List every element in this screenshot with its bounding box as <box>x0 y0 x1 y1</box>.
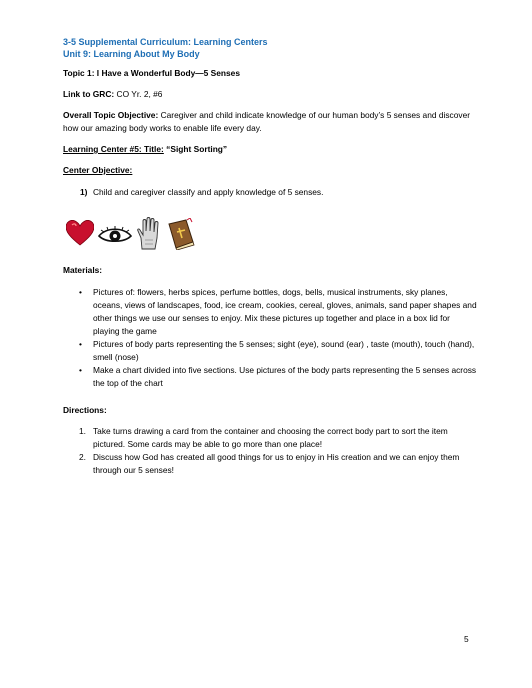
unit-title: Unit 9: Learning About My Body <box>63 49 200 59</box>
page-number: 5 <box>464 634 469 644</box>
list-item-text: Pictures of: flowers, herbs spices, perfume bottles, dogs, bells, musical instruments, sky planes, oceans, views of landscapes, food, ice cream, cookies, cereal, gloves, animals, sand paper shapes and other things we use our senses to enjoy. Mix these pictures up together and place in a box lid for playing the game <box>93 287 477 336</box>
link-to-grc <box>63 88 162 101</box>
list-item-text: Discuss how God has created all good things for us to enjoy in His creation and we can enjoy them through our 5 senses! <box>93 452 460 475</box>
materials-heading: Materials: <box>63 265 103 275</box>
link-value: CO Yr. 2, #6 <box>114 89 163 99</box>
bullet: • <box>79 339 82 349</box>
objective-label: Overall Topic Objective: <box>63 110 159 120</box>
directions-list <box>79 425 478 477</box>
list-item <box>79 364 478 390</box>
directions-heading: Directions: <box>63 405 107 415</box>
learning-center-title <box>63 143 227 156</box>
learning-center-name: “Sight Sorting” <box>163 144 228 154</box>
list-item <box>79 451 478 477</box>
list-item <box>79 286 478 338</box>
step-number: 2. <box>79 452 86 462</box>
eye-icon <box>98 226 132 246</box>
list-item <box>79 425 478 451</box>
bullet: • <box>79 365 82 375</box>
list-item-text: Make a chart divided into five sections. Use pictures of the body parts representing the 5 senses across the top of the chart <box>93 365 477 388</box>
materials-list <box>79 286 478 390</box>
senses-icons <box>66 216 196 252</box>
list-item-text: Pictures of body parts representing the 5 senses; sight (eye), sound (ear) , taste (mouth), touch (hand), smell (nose) <box>93 339 475 362</box>
center-objective-heading: Center Objective: <box>63 165 133 175</box>
hand-icon <box>136 216 162 250</box>
overall-objective <box>63 109 473 135</box>
topic-title: Topic 1: I Have a Wonderful Body—5 Senses <box>63 68 241 78</box>
step-number: 1. <box>79 426 86 436</box>
bullet: • <box>79 287 82 297</box>
objective-text: Caregiver and child indicate knowledge of our human body’s 5 senses and discover how our amazing body works to enable life every day. <box>63 110 471 133</box>
list-item <box>79 338 478 364</box>
bible-icon <box>166 218 196 250</box>
center-objective-number: 1) <box>80 187 88 197</box>
link-label: Link to GRC: <box>63 89 115 99</box>
list-item-text: Take turns drawing a card from the container and choosing the correct body part to sort the item pictured. Some cards may be able to go more than one place! <box>93 426 448 449</box>
curriculum-title: 3-5 Supplemental Curriculum: Learning Centers <box>63 37 268 47</box>
learning-center-label: Learning Center #5: Title: <box>63 144 164 154</box>
heart-icon <box>66 220 94 246</box>
center-objective-text: Child and caregiver classify and apply knowledge of 5 senses. <box>93 187 324 197</box>
